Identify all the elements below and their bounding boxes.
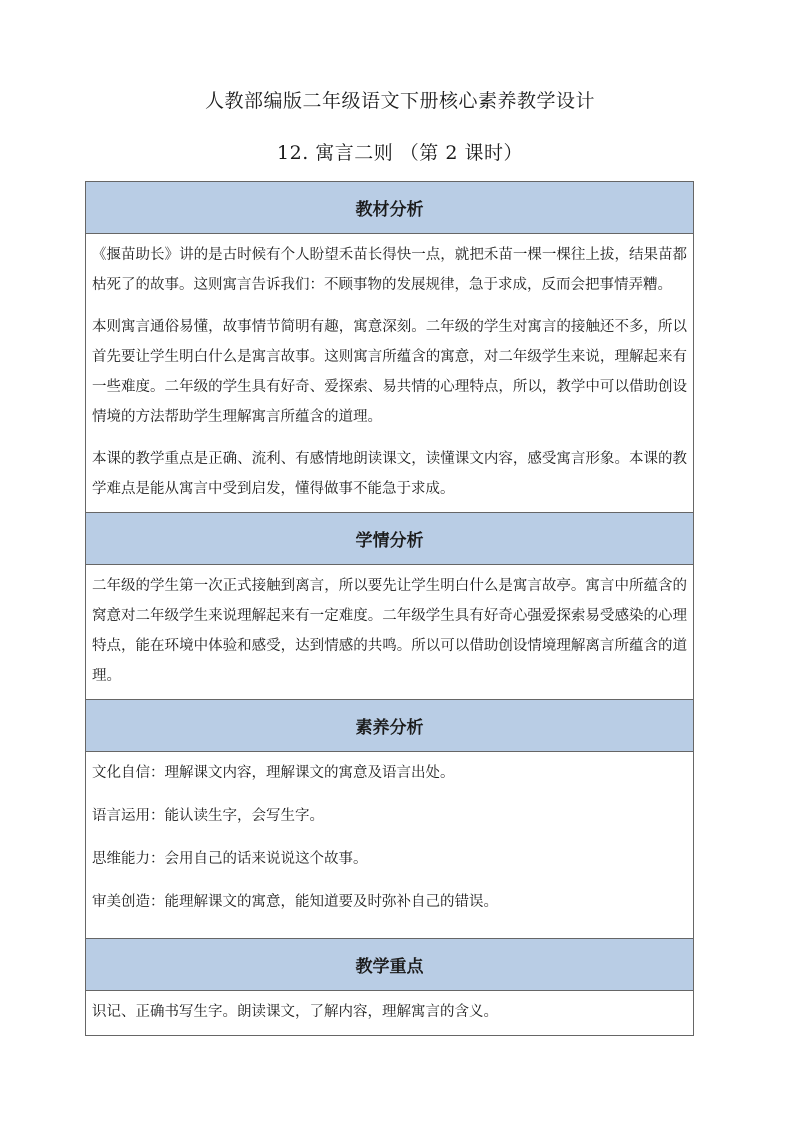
paragraph: 审美创造：能理解课文的寓意，能知道要及时弥补自己的错误。 bbox=[92, 894, 498, 910]
paragraph: 《揠苗助长》讲的是古时候有个人盼望禾苗长得快一点，就把禾苗一棵一棵往上拔，结果苗都枯死了的故事。这则寓言告诉我们：不顾事物的发展规律，急于求成，反而会把事情弄糟。 bbox=[92, 247, 687, 293]
paragraph: 思维能力：会用自己的话来说说这个故事。 bbox=[92, 851, 368, 867]
section-body-student-analysis bbox=[86, 565, 693, 700]
section-body-teaching-focus bbox=[86, 991, 693, 1036]
paragraph: 文化自信：理解课文内容，理解课文的寓意及语言出处。 bbox=[92, 765, 455, 781]
lesson-design-table bbox=[85, 181, 694, 1036]
section-heading-literacy-analysis: 素养分析 bbox=[86, 700, 693, 752]
paragraph: 二年级的学生第一次正式接触到离言，所以要先让学生明白什么是寓言故亭。寓言中所蕴含的窝意对二年级学生来说理解起来有一定难度。二年级学生具有好奇心强爱探索易受感染的心理特点，能在环境中体验和感受，达到情感的共鸣。所以可以借助创设情境理解离言所蕴含的道理。 bbox=[92, 578, 687, 684]
lesson-title: 12. 寓言二则 （第 2 课时） bbox=[277, 142, 523, 164]
paragraph: 识记、正确书写生字。朗读课文，了解内容，理解寓言的含义。 bbox=[92, 1004, 498, 1020]
section-heading-textbook-analysis: 教材分析 bbox=[86, 182, 693, 234]
section-heading-student-analysis: 学情分析 bbox=[86, 513, 693, 565]
section-body-textbook-analysis bbox=[86, 234, 693, 513]
section-heading-teaching-focus: 教学重点 bbox=[86, 939, 693, 991]
section-body-literacy-analysis bbox=[86, 752, 693, 939]
document-title: 人教部编版二年级语文下册核心素养教学设计 bbox=[204, 90, 595, 112]
paragraph: 本则寓言通俗易懂，故事情节简明有趣，寓意深刻。二年级的学生对寓言的接触还不多，所以首先要让学生明白什么是寓言故事。这则寓言所蕴含的寓意，对二年级学生来说，理解起来有一些难度。二年级的学生具有好奇、爱探索、易共情的心理特点，所以，教学中可以借助创设情境的方法帮助学生理解寓言所蕴含的道理。 bbox=[92, 319, 687, 425]
paragraph: 本课的教学重点是正确、流利、有感情地朗读课文，读懂课文内容，感受寓言形象。本课的教学难点是能从寓言中受到启发，懂得做事不能急于求成。 bbox=[92, 451, 687, 497]
paragraph: 语言运用：能认读生字，会写生字。 bbox=[92, 808, 324, 824]
